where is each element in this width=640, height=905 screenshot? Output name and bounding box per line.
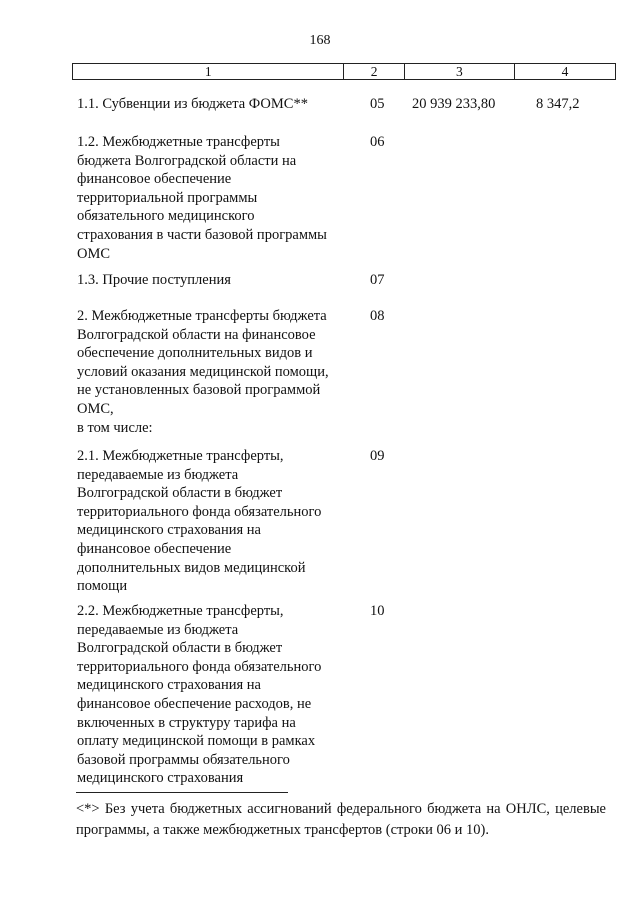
- column-header-1: 1: [73, 64, 344, 80]
- row-description: 2.2. Межбюджетные трансферты, передаваемые из бюджета Волгоградской области в бюджет территориального фонда обязательного медицинского страхования на финансовое обеспечение расходов, не включенных в структуру тарифа на оплату медицинской помощи в рамках базовой программы обязательного медицинского страхования: [77, 603, 322, 787]
- column-header-2: 2: [344, 64, 404, 80]
- row-code: 06: [370, 134, 385, 150]
- row-code: 10: [370, 603, 385, 619]
- row-value-col4: 8 347,2: [536, 96, 580, 112]
- footnote-text: <*> Без учета бюджетных ассигнований федерального бюджета на ОНЛС, целевые программы, а также межбюджетных трансфертов (строки 06 и 10).: [76, 801, 606, 838]
- column-header-3: 3: [404, 64, 514, 80]
- row-description: 1.3. Прочие поступления: [77, 272, 231, 288]
- column-header-row: [73, 64, 616, 80]
- row-description: 1.2. Межбюджетные трансферты бюджета Волгоградской области на финансовое обеспечение территориальной программы обязательного медицинского страхования в части базовой программы ОМС: [77, 134, 327, 262]
- row-code: 08: [370, 308, 385, 324]
- row-code: 07: [370, 272, 385, 288]
- row-value-col3: 20 939 233,80: [412, 96, 496, 112]
- row-description: 1.1. Субвенции из бюджета ФОМС**: [77, 96, 308, 112]
- column-header-4: 4: [514, 64, 615, 80]
- page-number: 168: [309, 33, 331, 48]
- footnote-divider: [76, 792, 288, 793]
- row-code: 05: [370, 96, 385, 112]
- column-header-table: [72, 63, 616, 80]
- row-description: 2.1. Межбюджетные трансферты, передаваемые из бюджета Волгоградской области в бюджет территориального фонда обязательного медицинского страхования на финансовое обеспечение дополнительных видов медицинской помощи: [77, 448, 322, 595]
- row-description: 2. Межбюджетные трансферты бюджета Волгоградской области на финансовое обеспечение дополнительных видов и условий оказания медицинской помощи, не установленных базовой программой ОМС, в том числе:: [77, 308, 329, 436]
- row-code: 09: [370, 448, 385, 464]
